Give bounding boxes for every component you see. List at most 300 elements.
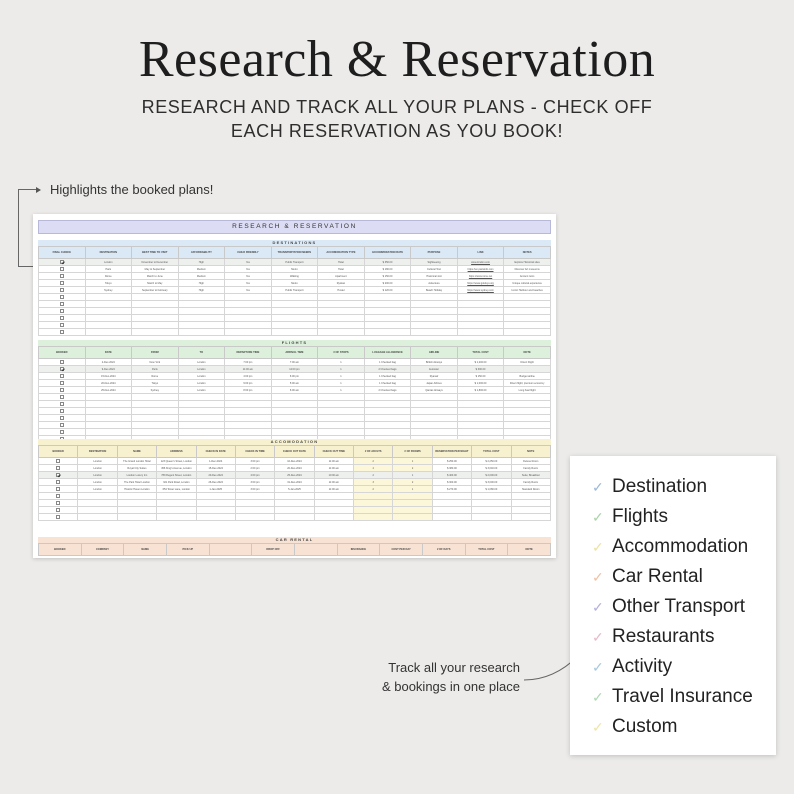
destinations-empty-cell — [318, 322, 365, 329]
flights-col-header: AIRLINE — [411, 347, 458, 359]
destinations-empty-cell — [504, 308, 551, 315]
booked-checkbox[interactable] — [60, 409, 64, 413]
accommodation-empty-cell — [39, 493, 78, 500]
accommodation-cell: 3 — [354, 479, 393, 486]
accommodation-cell: 2 — [393, 465, 432, 472]
flights-empty-cell — [364, 429, 411, 436]
booked-checkbox[interactable] — [56, 508, 60, 512]
callout-line-horizontal — [18, 189, 36, 190]
flights-empty-cell — [364, 394, 411, 401]
destinations-empty-cell — [271, 329, 318, 336]
flights-cell: 8:00 pm — [225, 387, 272, 394]
accommodation-empty-cell — [472, 514, 511, 521]
accommodation-empty-cell — [196, 493, 235, 500]
destinations-empty-cell — [457, 329, 504, 336]
destinations-cell: Metro — [271, 266, 318, 273]
destinations-empty-cell — [225, 322, 272, 329]
checkmark-icon: ✓ — [592, 599, 604, 615]
flights-empty-cell — [132, 408, 179, 415]
accommodation-cell: London — [78, 472, 117, 479]
flights-col-header: BOOKED — [39, 347, 86, 359]
flights-cell: $ 1,800.00 — [457, 387, 504, 394]
flights-empty-cell — [457, 429, 504, 436]
accommodation-empty-cell — [472, 493, 511, 500]
flights-empty-cell — [411, 422, 458, 429]
accommodation-empty-cell — [393, 507, 432, 514]
accommodation-empty-cell — [354, 507, 393, 514]
destinations-col-header: FINAL CHOICE — [39, 247, 86, 259]
flights-empty-cell — [132, 394, 179, 401]
flights-empty-cell — [318, 394, 365, 401]
accommodation-col-header: CHECK IN TIME — [235, 446, 274, 458]
destinations-empty-cell — [271, 322, 318, 329]
destinations-empty-cell — [457, 294, 504, 301]
accommodation-cell: $ 3,000.00 — [472, 479, 511, 486]
destinations-col-header: TRANSPORTATION NEEDS — [271, 247, 318, 259]
flights-empty-cell — [271, 429, 318, 436]
flights-empty-cell — [85, 422, 132, 429]
destinations-col-header: DESTINATION — [85, 247, 132, 259]
booked-checkbox[interactable] — [56, 494, 60, 498]
destinations-empty-row — [39, 322, 551, 329]
destinations-col-header: PURPOSE — [411, 247, 458, 259]
accommodation-cell: Deluxe Room — [511, 458, 551, 465]
car_rental-col-header: NOTE — [508, 544, 551, 556]
checklist-item — [592, 712, 677, 742]
destinations-empty-cell — [132, 315, 179, 322]
flights-check-cell — [39, 366, 86, 373]
accommodation-col-header: BOOKED — [39, 446, 78, 458]
destinations-cell: Iconic Harbour and beaches — [504, 287, 551, 294]
car_rental-col-header: TOTAL COST — [465, 544, 508, 556]
flights-row — [39, 359, 551, 366]
destinations-cell: $ 200.00 — [364, 280, 411, 287]
booked-checkbox[interactable] — [60, 402, 64, 406]
booked-checkbox[interactable] — [56, 487, 60, 491]
car-rental-table — [38, 543, 551, 556]
destinations-empty-cell — [39, 308, 86, 315]
accommodation-empty-cell — [432, 507, 471, 514]
accommodation-empty-cell — [157, 493, 196, 500]
accommodation-cell: 2 — [354, 486, 393, 493]
destinations-cell: Sydney — [85, 287, 132, 294]
accommodation-cell: $ 250.00 — [432, 458, 471, 465]
car_rental-col-header: # OF DAYS — [422, 544, 465, 556]
destinations-empty-cell — [39, 294, 86, 301]
accommodation-empty-cell — [235, 493, 274, 500]
destinations-empty-cell — [132, 301, 179, 308]
booked-checkbox[interactable] — [60, 267, 64, 271]
checklist-item — [592, 682, 753, 712]
flights-empty-cell — [178, 429, 225, 436]
flights-col-header: TOTAL COST — [457, 347, 504, 359]
destinations-cell: High — [178, 280, 225, 287]
flights-cell: 1 — [318, 387, 365, 394]
destinations-empty-cell — [39, 315, 86, 322]
page-title: Research & Reservation — [138, 31, 656, 88]
accommodation-check-cell — [39, 465, 78, 472]
accommodation-cell: Historic Haven London — [117, 486, 156, 493]
flights-cell: 2 Checked bags — [364, 366, 411, 373]
accommodation-cell: 31-Dec-2024 — [275, 479, 314, 486]
destinations-empty-cell — [411, 315, 458, 322]
flights-cell: 6:00 am — [271, 387, 318, 394]
accommodation-empty-cell — [314, 493, 353, 500]
booked-checkbox[interactable] — [60, 423, 64, 427]
accommodation-empty-row — [39, 514, 551, 521]
accommodation-row — [39, 479, 551, 486]
callout-line-vertical — [18, 189, 19, 267]
accommodation-cell: 3:00 pm — [235, 458, 274, 465]
flights-empty-cell — [225, 429, 272, 436]
accommodation-cell: 26-Dec-2024 — [196, 479, 235, 486]
accommodation-header-row — [39, 446, 551, 458]
accommodation-cell: Standard Room — [511, 486, 551, 493]
flights-empty-cell — [85, 394, 132, 401]
destinations-empty-row — [39, 329, 551, 336]
flights-empty-cell — [318, 422, 365, 429]
accommodation-cell: 3:00 pm — [235, 486, 274, 493]
checklist-item-label: Travel Insurance — [612, 686, 753, 708]
destinations-cell: Ryokan — [318, 280, 365, 287]
accommodation-cell: 321 Park Road, London — [157, 479, 196, 486]
tracking-callout — [300, 658, 520, 696]
flights-empty-cell — [132, 422, 179, 429]
flights-empty-cell — [504, 429, 551, 436]
flights-cell: Rome — [132, 373, 179, 380]
accommodation-empty-cell — [157, 500, 196, 507]
destinations-empty-cell — [132, 329, 179, 336]
destinations-empty-cell — [85, 308, 132, 315]
page-subtitle — [0, 95, 794, 143]
booked-checkbox[interactable] — [56, 515, 60, 519]
car_rental-col-header: BOOKED — [39, 544, 82, 556]
destinations-empty-cell — [132, 308, 179, 315]
destinations-empty-cell — [178, 329, 225, 336]
booked-checkbox[interactable] — [60, 430, 64, 434]
flights-empty-cell — [504, 394, 551, 401]
accommodation-cell: 2 — [393, 479, 432, 486]
accommodation-check-cell — [39, 486, 78, 493]
destinations-empty-row — [39, 294, 551, 301]
flights-row — [39, 380, 551, 387]
accommodation-cell: Suite; Breakfast — [511, 472, 551, 479]
accommodation-empty-cell — [196, 507, 235, 514]
destinations-empty-cell — [457, 308, 504, 315]
accommodation-heading: ACCOMODATION — [38, 439, 551, 445]
booked-checkbox[interactable] — [60, 388, 64, 392]
destinations-empty-cell — [271, 308, 318, 315]
accommodation-cell: Family Room — [511, 465, 551, 472]
accommodation-empty-row — [39, 493, 551, 500]
accommodation-empty-cell — [511, 500, 551, 507]
destinations-col-header: CHILD FRIENDLY — [225, 247, 272, 259]
accommodation-cell: 123 Queen's Street, London — [157, 458, 196, 465]
destinations-cell: $ 120.00 — [364, 287, 411, 294]
destinations-empty-cell — [132, 322, 179, 329]
checklist-item — [592, 592, 745, 622]
flights-empty-cell — [411, 401, 458, 408]
accommodation-col-header: CHECK OUT DATE — [275, 446, 314, 458]
checklist-item-label: Destination — [612, 476, 708, 498]
destinations-cell: $ 180.00 — [364, 266, 411, 273]
flights-empty-cell — [411, 408, 458, 415]
flights-check-cell — [39, 359, 86, 366]
accommodation-empty-cell — [78, 500, 117, 507]
accommodation-empty-cell — [39, 500, 78, 507]
accommodation-empty-row — [39, 507, 551, 514]
accommodation-cell: 4:00 pm — [235, 472, 274, 479]
accommodation-col-header: TOTAL COST — [472, 446, 511, 458]
destinations-cell: Yes — [225, 259, 272, 266]
subtitle-line-2: EACH RESERVATION AS YOU BOOK! — [230, 121, 564, 141]
destinations-empty-row — [39, 308, 551, 315]
destinations-empty-cell — [457, 301, 504, 308]
accommodation-empty-cell — [157, 514, 196, 521]
accommodation-empty-cell — [393, 514, 432, 521]
highlight-callout-text: Highlights the booked plans! — [50, 182, 214, 197]
booked-checkbox[interactable] — [56, 473, 60, 477]
flights-cell: $ 1,000.00 — [457, 380, 504, 387]
destinations-col-header: BEST TIME TO VISIT — [132, 247, 179, 259]
destinations-cell: Explore Historical sites — [504, 259, 551, 266]
flights-cell: 1 Checked bag — [364, 373, 411, 380]
checklist-item — [592, 532, 748, 562]
booked-checkbox[interactable] — [56, 459, 60, 463]
booked-checkbox[interactable] — [60, 274, 64, 278]
destinations-empty-cell — [225, 315, 272, 322]
flights-cell: Long haul flight — [504, 387, 551, 394]
destinations-cell: Unique cultural experience — [504, 280, 551, 287]
accommodation-empty-cell — [275, 500, 314, 507]
flights-empty-cell — [271, 401, 318, 408]
flights-empty-row — [39, 429, 551, 436]
booked-checkbox[interactable] — [60, 416, 64, 420]
flights-cell: Ryanair — [411, 373, 458, 380]
accommodation-col-header: NAME — [117, 446, 156, 458]
destinations-empty-cell — [411, 308, 458, 315]
booked-checkbox[interactable] — [60, 309, 64, 313]
destinations-cell: $ 150.00 — [364, 273, 411, 280]
destinations-empty-cell — [132, 294, 179, 301]
flights-empty-cell — [39, 422, 86, 429]
booked-checkbox[interactable] — [60, 316, 64, 320]
destinations-cell: Apartment — [318, 273, 365, 280]
destinations-empty-cell — [364, 315, 411, 322]
flights-col-header: # OF STOPS — [318, 347, 365, 359]
destinations-cell: March to June — [132, 273, 179, 280]
destinations-empty-cell — [85, 301, 132, 308]
destinations-cell: Yes — [225, 266, 272, 273]
destinations-heading: DESTINATIONS — [38, 240, 551, 246]
flights-empty-cell — [271, 394, 318, 401]
destinations-cell: Tokyo — [85, 280, 132, 287]
flights-cell: Budget airline — [504, 373, 551, 380]
destinations-empty-cell — [85, 315, 132, 322]
destinations-cell: $ 350.00 — [364, 259, 411, 266]
accommodation-cell: $ 3,040.00 — [472, 465, 511, 472]
booked-checkbox[interactable] — [60, 260, 64, 264]
booked-checkbox[interactable] — [60, 330, 64, 334]
accommodation-table — [38, 445, 551, 521]
accommodation-col-header: DESTINATION — [78, 446, 117, 458]
flights-empty-cell — [271, 415, 318, 422]
destination-link[interactable]: https://www.gotokyo.org — [457, 280, 504, 287]
destinations-empty-cell — [225, 294, 272, 301]
accommodation-empty-cell — [354, 493, 393, 500]
accommodation-cell: 2 — [354, 458, 393, 465]
flights-empty-cell — [457, 401, 504, 408]
checklist-item-label: Accommodation — [612, 536, 749, 558]
destinations-cell: High — [178, 287, 225, 294]
accommodation-empty-cell — [354, 500, 393, 507]
flights-cell: London — [178, 380, 225, 387]
destination-link[interactable]: https://www.sydney.com — [457, 287, 504, 294]
booked-checkbox[interactable] — [56, 480, 60, 484]
booked-checkbox[interactable] — [60, 302, 64, 306]
flights-empty-cell — [39, 408, 86, 415]
flights-cell: 9-Dec-2024 — [85, 366, 132, 373]
destination-link[interactable]: www.london.com — [457, 259, 504, 266]
destinations-cell: Walking — [271, 273, 318, 280]
destinations-empty-cell — [225, 308, 272, 315]
accommodation-cell: 3:00 pm — [235, 479, 274, 486]
flights-empty-cell — [132, 415, 179, 422]
accommodation-cell: 10-Dec-2024 — [275, 458, 314, 465]
accommodation-cell: 11:00 am — [314, 486, 353, 493]
destinations-empty-cell — [364, 322, 411, 329]
destinations-section — [38, 240, 551, 336]
flights-section — [38, 340, 551, 443]
booked-checkbox[interactable] — [60, 323, 64, 327]
destinations-col-header: ACCOMODATION TYPE — [318, 247, 365, 259]
booked-checkbox[interactable] — [60, 281, 64, 285]
accommodation-cell: 2:00 pm — [235, 465, 274, 472]
flights-cell: Sydney — [132, 387, 179, 394]
destinations-cell: Yes — [225, 280, 272, 287]
booked-checkbox[interactable] — [60, 295, 64, 299]
destinations-empty-cell — [178, 308, 225, 315]
flights-empty-cell — [225, 408, 272, 415]
flights-cell: 4:00 pm — [225, 373, 272, 380]
flights-empty-cell — [85, 408, 132, 415]
accommodation-empty-cell — [314, 507, 353, 514]
flights-empty-cell — [411, 415, 458, 422]
booked-checkbox[interactable] — [56, 501, 60, 505]
destinations-cell: Medium — [178, 266, 225, 273]
booked-checkbox[interactable] — [60, 381, 64, 385]
flights-empty-cell — [39, 415, 86, 422]
flights-cell: Tokyo — [132, 380, 179, 387]
flights-empty-row — [39, 401, 551, 408]
accommodation-cell: London — [78, 479, 117, 486]
accommodation-cell: 11:00 am — [314, 465, 353, 472]
destinations-empty-cell — [225, 329, 272, 336]
destinations-empty-cell — [364, 301, 411, 308]
flights-cell: Qantas Airways — [411, 387, 458, 394]
destinations-empty-cell — [271, 315, 318, 322]
booked-checkbox[interactable] — [60, 395, 64, 399]
checklist-item — [592, 652, 672, 682]
flights-cell: 2-Dec-2024 — [85, 359, 132, 366]
flights-cell: 25-Dec-2024 — [85, 387, 132, 394]
destinations-row — [39, 266, 551, 273]
accommodation-empty-cell — [314, 500, 353, 507]
flights-empty-cell — [504, 415, 551, 422]
accommodation-cell: 20-Dec-2024 — [275, 465, 314, 472]
checkmark-icon: ✓ — [592, 719, 604, 735]
destinations-empty-row — [39, 301, 551, 308]
destinations-empty-cell — [364, 308, 411, 315]
accommodation-col-header: ADDRESS — [157, 446, 196, 458]
booked-checkbox[interactable] — [60, 374, 64, 378]
accommodation-empty-cell — [275, 514, 314, 521]
car_rental-col-header: NAME — [124, 544, 167, 556]
destinations-cell: May to September — [132, 266, 179, 273]
flights-empty-cell — [225, 394, 272, 401]
booked-checkbox[interactable] — [60, 360, 64, 364]
flights-cell: 1 — [318, 380, 365, 387]
flights-empty-cell — [39, 429, 86, 436]
flights-empty-cell — [271, 408, 318, 415]
destinations-empty-cell — [504, 329, 551, 336]
destinations-cell: Metro — [271, 280, 318, 287]
accommodation-empty-cell — [39, 507, 78, 514]
accommodation-empty-cell — [393, 493, 432, 500]
destinations-cell: September to February — [132, 287, 179, 294]
checklist-item-label: Restaurants — [612, 626, 715, 648]
flights-empty-cell — [364, 408, 411, 415]
destinations-cell: Medium — [178, 273, 225, 280]
destination-link[interactable]: https://www.rome.net — [457, 273, 504, 280]
flights-cell: London — [178, 373, 225, 380]
accommodation-cell: $ 270.00 — [432, 486, 471, 493]
flights-cell: Paris — [132, 366, 179, 373]
flights-empty-cell — [85, 415, 132, 422]
destination-link[interactable]: https://en.parisinfo.com — [457, 266, 504, 273]
booked-checkbox[interactable] — [60, 288, 64, 292]
destinations-empty-cell — [504, 315, 551, 322]
flights-cell: 20-Dec-2024 — [85, 380, 132, 387]
accommodation-empty-cell — [432, 514, 471, 521]
destinations-empty-cell — [178, 294, 225, 301]
flights-row — [39, 387, 551, 394]
flights-row — [39, 373, 551, 380]
accommodation-cell: Family Room — [511, 479, 551, 486]
accommodation-cell: 654 Tower Lane, London — [157, 486, 196, 493]
checkmark-icon: ✓ — [592, 569, 604, 585]
accommodation-col-header: # OF ADULTS — [354, 446, 393, 458]
flights-empty-cell — [504, 401, 551, 408]
destinations-cell: Beach Holiday — [411, 287, 458, 294]
accommodation-empty-cell — [117, 493, 156, 500]
destinations-empty-cell — [411, 294, 458, 301]
flights-empty-cell — [225, 415, 272, 422]
flights-empty-cell — [364, 422, 411, 429]
accommodation-cell: London — [78, 486, 117, 493]
accommodation-empty-cell — [511, 493, 551, 500]
accommodation-empty-cell — [157, 507, 196, 514]
destinations-empty-row — [39, 315, 551, 322]
destinations-empty-cell — [318, 308, 365, 315]
car-rental-heading: CAR RENTAL — [38, 537, 551, 543]
booked-checkbox[interactable] — [56, 466, 60, 470]
destinations-check-cell — [39, 266, 86, 273]
booked-checkbox[interactable] — [60, 367, 64, 371]
accommodation-empty-cell — [117, 514, 156, 521]
flights-check-cell — [39, 373, 86, 380]
destinations-col-header: NOTES — [504, 247, 551, 259]
